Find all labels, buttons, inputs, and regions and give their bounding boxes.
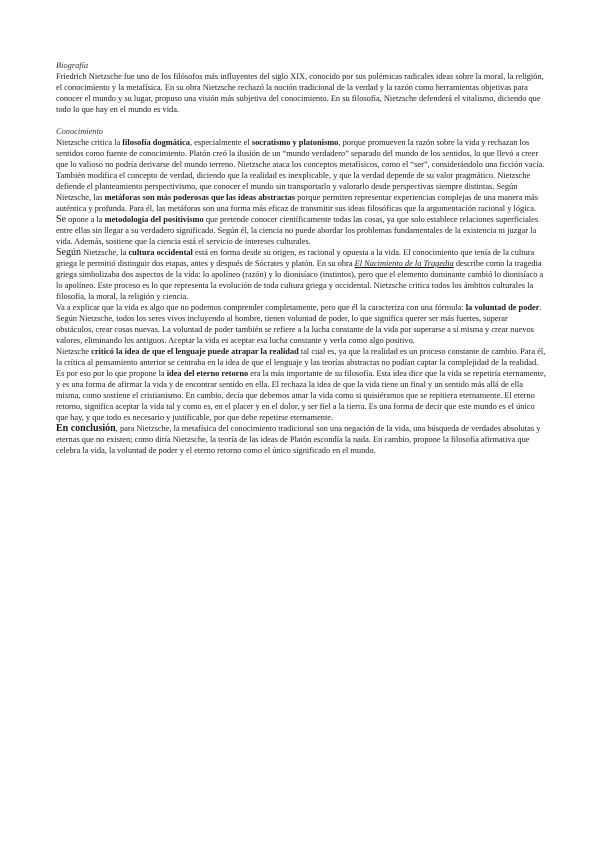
paragraph-voluntad-de-poder	[56, 302, 546, 346]
bold-term-socratismo: socratismo y platonismo	[251, 138, 339, 147]
text-run: Nietzsche	[56, 347, 92, 356]
bold-term-voluntad-de-poder: la voluntad de poder	[465, 303, 540, 312]
book-title: El Nacimiento de la Tragedia	[354, 259, 454, 268]
text-run: , porque promueven la razón sobre la vida y rechazan los sentidos como fuente de conocimiento. Platón creó la ilusión de un “mundo verdadero” separado del mundo de los sentidos, lo que llevó a creer que lo valioso no podría derivarse del mundo terreno. Nietzsche ataca los conceptos metafísicos, como el “ser”, considerándolo una ficción vacía. También modifica el concepto de verdad, diciendo que la realidad es inexplicable, y que la verdad depende de su valor pragmático. Nietzsche defiende el planteamiento perspectivismo, que conocer el mundo sin transportarlo y valorarlo desde perspectivas siempre distintas. Según Nietzsche, las	[56, 138, 545, 202]
text-run: Nietzsche, la	[81, 248, 129, 257]
paragraph-filosofia-dogmatica	[56, 137, 546, 214]
text-run: , para Nietzsche, la metafísica del conocimiento tradicional son una negación de la vida, una búsqueda de verdades absolutas y eternas que no existen; como diría Nietzsche, la teoría de las ideas de Platón escondía la nada. En cambio, propone la filosofía afirmativa que celebra la vida, la voluntad de poder y el eterno retorno como el único significado en el mundo.	[56, 424, 541, 455]
text-run: que pretende conocer científicamente todas las cosas, ya que solo establece relaciones superficiales entre ellas sin llegar a su verdadero significado. Según él, la ciencia no puede abordar los problemas fundamentales de la existencia ni juzgar la vida. Además, sostiene que la ciencia está el servicio de intereses culturales.	[56, 215, 539, 246]
biografia-paragraph: Friedrich Nietzsche fue uno de los filósofos más influyentes del siglo XIX, conocido por sus polémicas radicales ideas sobre la moral, la religión, el conocimiento y la metafísica. En su obra Nietzsche rechazó la noción tradicional de la verdad y la razón como herramientas objetivas para conocer el mundo y su lugar, propuso una visión más subjetiva del conocimiento. En su filosofía, Nietzsche defenderá el vitalismo, diciendo que todo lo que hay en el mundo es vida.	[56, 72, 544, 114]
text-run: porque permiten representar experiencias complejas de una manera más auténtica y profunda. Para él, las metáforas son una forma más eficaz de transmitir sus ideas filosóficas que la argumentación racional y lógica.	[56, 193, 538, 213]
text-run: está en forma desde su origen, es racional y opuesta a la vida. El conocimiento que tenía de la cultura griega le permitió distinguir dos etapas, antes y después de Sócrates y platón. En su obra	[56, 248, 535, 268]
text-run: tal cual es, ya que la realidad es un proceso constante de cambio. Para él, la crítica al pensamiento anterior se centraba en la idea de que el lenguaje y las teorías abstractas no podían captar la complejidad de la realidad. Es por eso por lo que propone la	[56, 347, 546, 378]
paragraph-lenguaje	[56, 346, 546, 423]
spacer	[56, 115, 546, 126]
paragraph-cultura-occidental	[56, 247, 546, 302]
text-run: Se	[56, 214, 66, 225]
biografia-heading: Biografía	[56, 61, 89, 70]
paragraph-positivismo	[56, 214, 546, 247]
text-run: Nietzsche critica la	[56, 138, 123, 147]
text-run: opone a la	[66, 215, 105, 224]
text-run: , especialmente el	[189, 138, 252, 147]
text-run: describe como la tragedia griega simbolizaba dos aspectos de la vida: lo apolíneo (razón) y lo dionisíaco (instintos), pero que el elemento dominante cambió lo dionisíaco a lo apolíneo. Este proceso es lo que representa la evolución de toda cultura griega y occidental. Nietzsche critica todos los ámbitos culturales la filosofía, la moral, la religión y ciencia.	[56, 259, 544, 301]
conocimiento-heading: Conocimiento	[56, 127, 103, 136]
bold-term-conclusion: En conclusión	[56, 423, 116, 434]
text-run: Según	[56, 247, 81, 258]
text-run: era la más importante de su filosofía. Esta idea dice que la vida se repetiría eternamente, y es una forma de afirmar la vida y de encontrar sentido en ella. El rechaza la idea de que la vida tiene un final y un sentido más allá de ella misma, como sostiene el cristianismo. En cambio, decía que debemos amar la vida como si quisiéramos que se repitiera eternamente. El eterno retorno, significa aceptar la vida tal y como es, en el placer y en el dolor, y ser fiel a la tierra. Es una forma de decir que este mundo es el único que hay, y que todo es necesario y justificable, por que debe repetirse eternamente.	[56, 369, 546, 422]
bold-term-positivismo: metodología del positivismo	[104, 215, 204, 224]
bold-term-cultura-occidental: cultura occidental	[128, 248, 193, 257]
bold-term-metaforas: metáforas son más poderosas que las ideas abstractas	[104, 193, 295, 202]
text-run: Va a explicar que la vida es algo que no podemos comprender completamente, pero que él la caracteriza con una fórmula:	[56, 303, 466, 312]
document-page	[56, 60, 546, 456]
text-run: . Según Nietzsche, todos los seres vivos incluyendo al hombre, tienen voluntad de poder, lo que significa querer ser más fuertes, superar obstáculos, crear cosas nuevas. La voluntad de poder también se refiere a la lucha constante de la vida por superarse a sí misma y crear nuevos valores, eliminando los antiguos. Aceptar la vida es aceptar esa lucha constante y verla como algo positivo.	[56, 303, 542, 345]
bold-term-eterno-retorno: idea del eterno retorno	[166, 369, 249, 378]
bold-term-filosofia-dogmatica: filosofía dogmática	[122, 138, 190, 147]
paragraph-conclusion	[56, 423, 546, 456]
bold-term-lenguaje: criticó la idea de que el lenguaje puede atrapar la realidad	[91, 347, 299, 356]
